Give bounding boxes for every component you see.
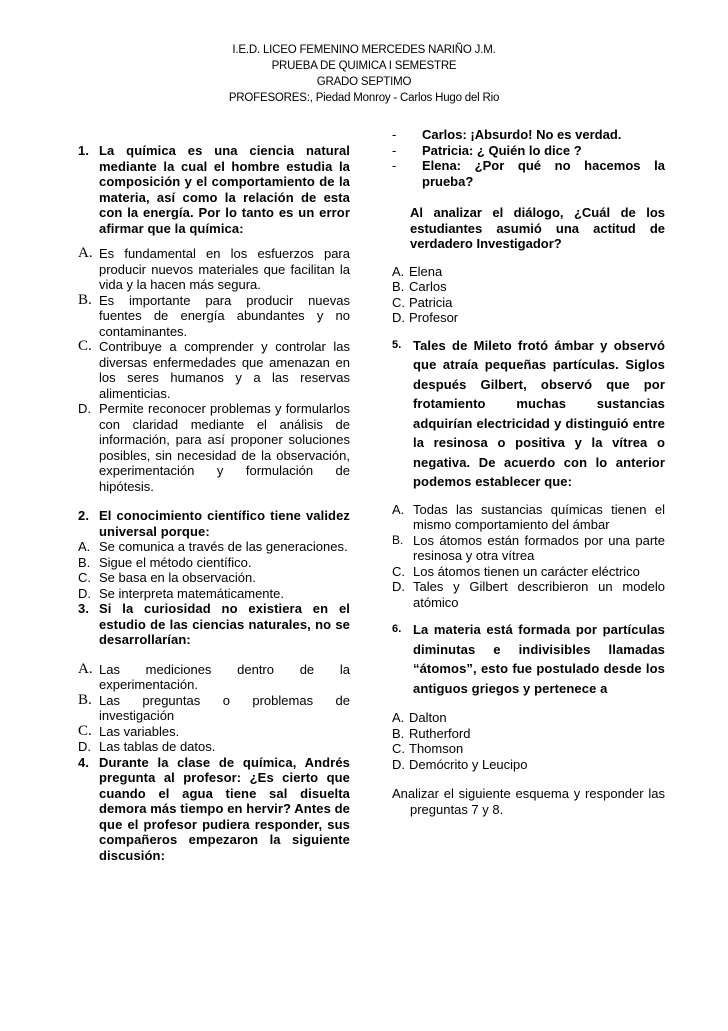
option-5a <box>392 502 665 533</box>
question-4 <box>78 755 350 864</box>
option-letter: A. <box>392 263 405 279</box>
option-2d <box>78 586 350 602</box>
option-letter: D. <box>78 585 91 601</box>
left-column <box>78 143 350 863</box>
question-5 <box>392 336 665 492</box>
question-text: Tales de Mileto frotó ámbar y observó que atraía pequeñas partículas. Siglos después Gilbert, observó que por frotamiento muchas sustancias adquirían electricidad y distinguió entre la resinosa o positiva y la vítrea o negativa. De acuerdo con lo anterior podemos establecer que: <box>413 337 665 489</box>
option-letter: D. <box>78 401 91 416</box>
option-letter: C. <box>392 294 405 310</box>
instruction-text: Analizar el siguiente esquema y responder las preguntas 7 y 8. <box>392 786 665 817</box>
option-letter: D. <box>392 756 405 772</box>
option-text: Demócrito y Leucipo <box>409 756 528 772</box>
dialogue-line-patricia <box>392 143 665 159</box>
option-text: Elena <box>409 263 443 279</box>
option-4a <box>392 264 665 280</box>
question-text: Si la curiosidad no existiera en el estudio de las ciencias naturales, no se desarrollarían: <box>99 601 350 647</box>
option-letter: D. <box>392 579 405 594</box>
option-5c <box>392 564 665 580</box>
option-1d <box>78 401 350 494</box>
option-letter: C. <box>392 563 405 579</box>
option-letter: A. <box>78 660 93 677</box>
teachers-line: PROFESORES:, Piedad Monroy - Carlos Hugo del Rio <box>228 92 500 104</box>
option-text: Tales y Gilbert describieron un modelo atómico <box>413 579 665 610</box>
exam-header <box>0 42 728 106</box>
option-text: Es importante para producir nuevas fuentes de energía abundantes y no contaminantes. <box>99 292 350 339</box>
option-text: Contribuye a comprender y controlar las diversas enfermedades que amenazan en los seres humanos y a las reservas alimenticias. <box>99 339 350 401</box>
option-4c <box>392 295 665 311</box>
option-2b <box>78 555 350 571</box>
question-number: 2. <box>78 508 90 523</box>
option-text: Las variables. <box>99 723 180 739</box>
dialogue-dash: - <box>392 127 397 142</box>
question-number: 1. <box>78 143 90 158</box>
option-letter: A. <box>392 710 405 725</box>
option-letter: B. <box>392 279 405 294</box>
option-letter: A. <box>78 245 93 261</box>
dialogue-line-elena <box>392 158 665 189</box>
right-column <box>392 127 665 817</box>
option-1c <box>78 339 350 401</box>
exam-title: PRUEBA DE QUIMICA I SEMESTRE <box>271 60 457 72</box>
dialogue-dash: - <box>392 142 397 158</box>
option-letter: A. <box>78 539 91 554</box>
option-5d <box>392 579 665 610</box>
question-number: 3. <box>78 601 90 616</box>
option-text: Todas las sustancias químicas tienen el mismo comportamiento del ámbar <box>413 501 665 532</box>
option-letter: C. <box>78 338 92 354</box>
option-text: Las mediciones dentro de la experimentación. <box>99 661 350 692</box>
option-4b <box>392 279 665 295</box>
option-letter: C. <box>78 570 91 585</box>
option-3c <box>78 724 350 740</box>
option-letter: A. <box>392 501 405 517</box>
option-letter: D. <box>78 739 91 754</box>
option-text: Las preguntas o problemas de investigación <box>99 692 350 723</box>
option-5b <box>392 533 665 564</box>
option-text: Patricia <box>409 294 453 310</box>
option-letter: B. <box>392 532 404 547</box>
dialogue-line-carlos <box>392 127 665 143</box>
question-text: El conocimiento científico tiene validez universal porque: <box>99 508 350 539</box>
dialogue-text: Elena: ¿Por qué no hacemos la prueba? <box>422 158 665 189</box>
question-text: La química es una ciencia natural mediante la cual el hombre estudia la composición y el comportamiento de la materia, así como la relación de esta con la energía. Por lo tanto es un error afirmar que la química: <box>99 143 350 236</box>
option-text: Los átomos están formados por una parte resinosa y otra vítrea <box>413 532 665 563</box>
option-letter: C. <box>392 741 405 756</box>
grade-label: GRADO SEPTIMO <box>316 76 412 88</box>
option-letter: C. <box>78 722 92 739</box>
question-4-prompt: Al analizar el diálogo, ¿Cuál de los estudiantes asumió una actitud de verdadero Investigador? <box>410 205 665 251</box>
option-text: Es fundamental en los esfuerzos para producir nuevos materiales que facilitan la vida y la hacen más segura. <box>99 246 350 292</box>
question-6 <box>392 620 665 698</box>
option-text: Dalton <box>409 710 447 725</box>
option-text: Los átomos tienen un carácter eléctrico <box>413 563 640 579</box>
option-letter: B. <box>78 291 92 308</box>
school-name: I.E.D. LICEO FEMENINO MERCEDES NARIÑO J.M. <box>232 44 496 56</box>
option-1a <box>78 246 350 293</box>
option-letter: B. <box>78 554 91 570</box>
option-6c <box>392 741 665 757</box>
option-6b <box>392 726 665 742</box>
question-1 <box>78 143 350 236</box>
option-text: Thomson <box>409 741 464 756</box>
option-text: Permite reconocer problemas y formularlos con claridad mediante el análisis de información, para así proponer soluciones posibles, sin necesidad de la observación, experimentación y formulación de hipótesis. <box>99 401 350 494</box>
question-text: Durante la clase de química, Andrés pregunta al profesor: ¿Es cierto que cuando el agua tiene sal disuelta demora más tiempo en hervir? Antes de que el profesor pudiera responder, sus compañeros empezaron la siguiente discusión: <box>99 754 351 863</box>
option-text: Las tablas de datos. <box>99 739 216 754</box>
question-number: 4. <box>78 754 90 770</box>
option-6d <box>392 757 665 773</box>
option-letter: B. <box>78 691 92 708</box>
option-text: Sigue el método científico. <box>99 554 252 570</box>
dialogue-text: Carlos: ¡Absurdo! No es verdad. <box>422 127 622 142</box>
option-letter: B. <box>392 725 405 741</box>
option-3d <box>78 739 350 755</box>
option-2c <box>78 570 350 586</box>
dialogue-text: Patricia: ¿ Quién lo dice ? <box>422 142 582 158</box>
option-text: Profesor <box>409 310 459 325</box>
dialogue-dash: - <box>392 158 397 173</box>
question-2 <box>78 508 350 539</box>
option-text: Rutherford <box>409 725 471 741</box>
question-number: 5. <box>392 338 402 351</box>
option-2a <box>78 539 350 555</box>
question-text: La materia está formada por partículas diminutas e indivisibles llamadas “átomos”, esto fue postulado desde los antiguos griegos y pertenece a <box>413 622 665 696</box>
option-text: Se comunica a través de las generaciones. <box>99 539 348 554</box>
option-1b <box>78 293 350 340</box>
question-number: 6. <box>392 623 402 635</box>
option-text: Carlos <box>409 279 447 294</box>
option-4d <box>392 310 665 326</box>
option-letter: D. <box>392 310 405 325</box>
option-6a <box>392 710 665 726</box>
option-3b <box>78 693 350 724</box>
option-text: Se interpreta matemáticamente. <box>99 585 284 601</box>
option-text: Se basa en la observación. <box>99 570 256 585</box>
option-3a <box>78 662 350 693</box>
question-3 <box>78 601 350 648</box>
